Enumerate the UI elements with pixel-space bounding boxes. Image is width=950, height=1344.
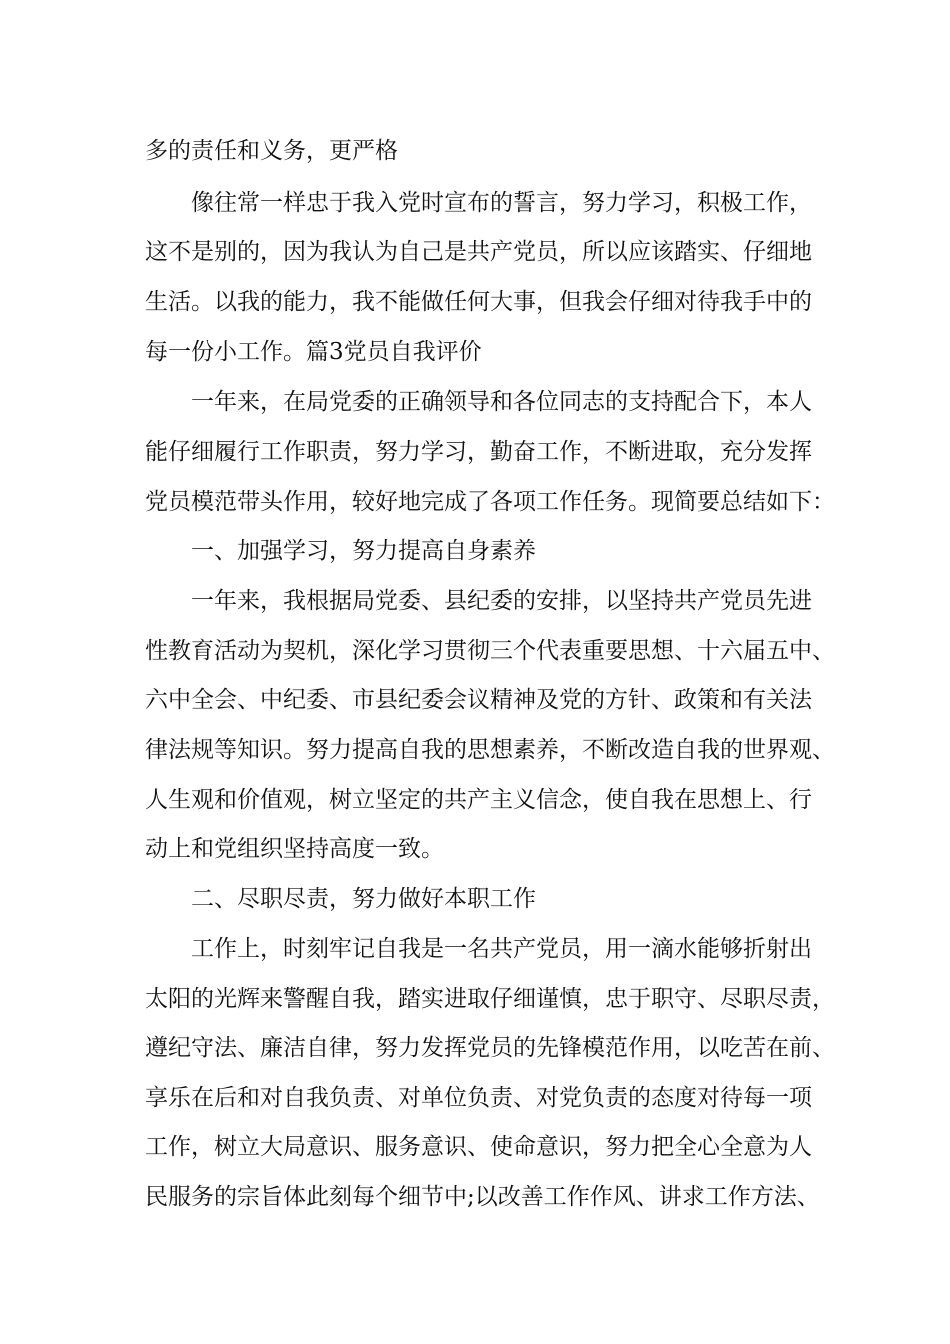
text-line: 律法规等知识。努力提高自我的思想素养，不断改造自我的世界观、 xyxy=(145,737,835,763)
text-line: 动上和党组织坚持高度一致。 xyxy=(145,836,444,862)
paragraph-first-line: 一年来，在局党委的正确领导和各位同志的支持配合下，本人 xyxy=(191,389,812,415)
paragraph-first-line: 像往常一样忠于我入党时宣布的誓言，努力学习，积极工作， xyxy=(191,190,812,216)
text-line: 性教育活动为契机，深化学习贯彻三个代表重要思想、十六届五中、 xyxy=(145,638,835,664)
text-line: 工作，树立大局意识、服务意识、使命意识，努力把全心全意为人 xyxy=(145,1134,812,1160)
text-line: 多的责任和义务，更严格 xyxy=(145,138,398,164)
text-line: 遵纪守法、廉洁自律，努力发挥党员的先锋模范作用，以吃苦在前、 xyxy=(145,1035,835,1061)
text-line: 太阳的光辉来警醒自我，踏实进取仔细谨慎，忠于职守、尽职尽责， xyxy=(145,986,835,1012)
paragraph-first-line: 一年来，我根据局党委、县纪委的安排，以坚持共产党员先进 xyxy=(191,588,812,614)
text-line: 六中全会、中纪委、市县纪委会议精神及党的方针、政策和有关法 xyxy=(145,687,812,713)
text-line: 人生观和价值观，树立坚定的共产主义信念，使自我在思想上、行 xyxy=(145,787,812,813)
text-line: 能仔细履行工作职责，努力学习，勤奋工作，不断进取，充分发挥 xyxy=(145,439,812,465)
paragraph-first-line: 工作上，时刻牢记自我是一名共产党员，用一滴水能够折射出 xyxy=(191,936,812,962)
text-line: 党员模范带头作用，较好地完成了各项工作任务。现简要总结如下： xyxy=(145,489,835,515)
text-line: 生活。以我的能力，我不能做任何大事，但我会仔细对待我手中的 xyxy=(145,289,812,315)
text-line: 享乐在后和对自我负责、对单位负责、对党负责的态度对待每一项 xyxy=(145,1085,812,1111)
text-line: 每一份小工作。篇3党员自我评价 xyxy=(145,339,482,365)
section-heading: 一、加强学习，努力提高自身素养 xyxy=(191,538,536,564)
section-heading: 二、尽职尽责，努力做好本职工作 xyxy=(191,886,536,912)
text-line: 这不是别的，因为我认为自己是共产党员，所以应该踏实、仔细地 xyxy=(145,239,812,265)
text-line: 民服务的宗旨体此刻每个细节中;以改善工作作风、讲求工作方法、 xyxy=(145,1184,820,1210)
